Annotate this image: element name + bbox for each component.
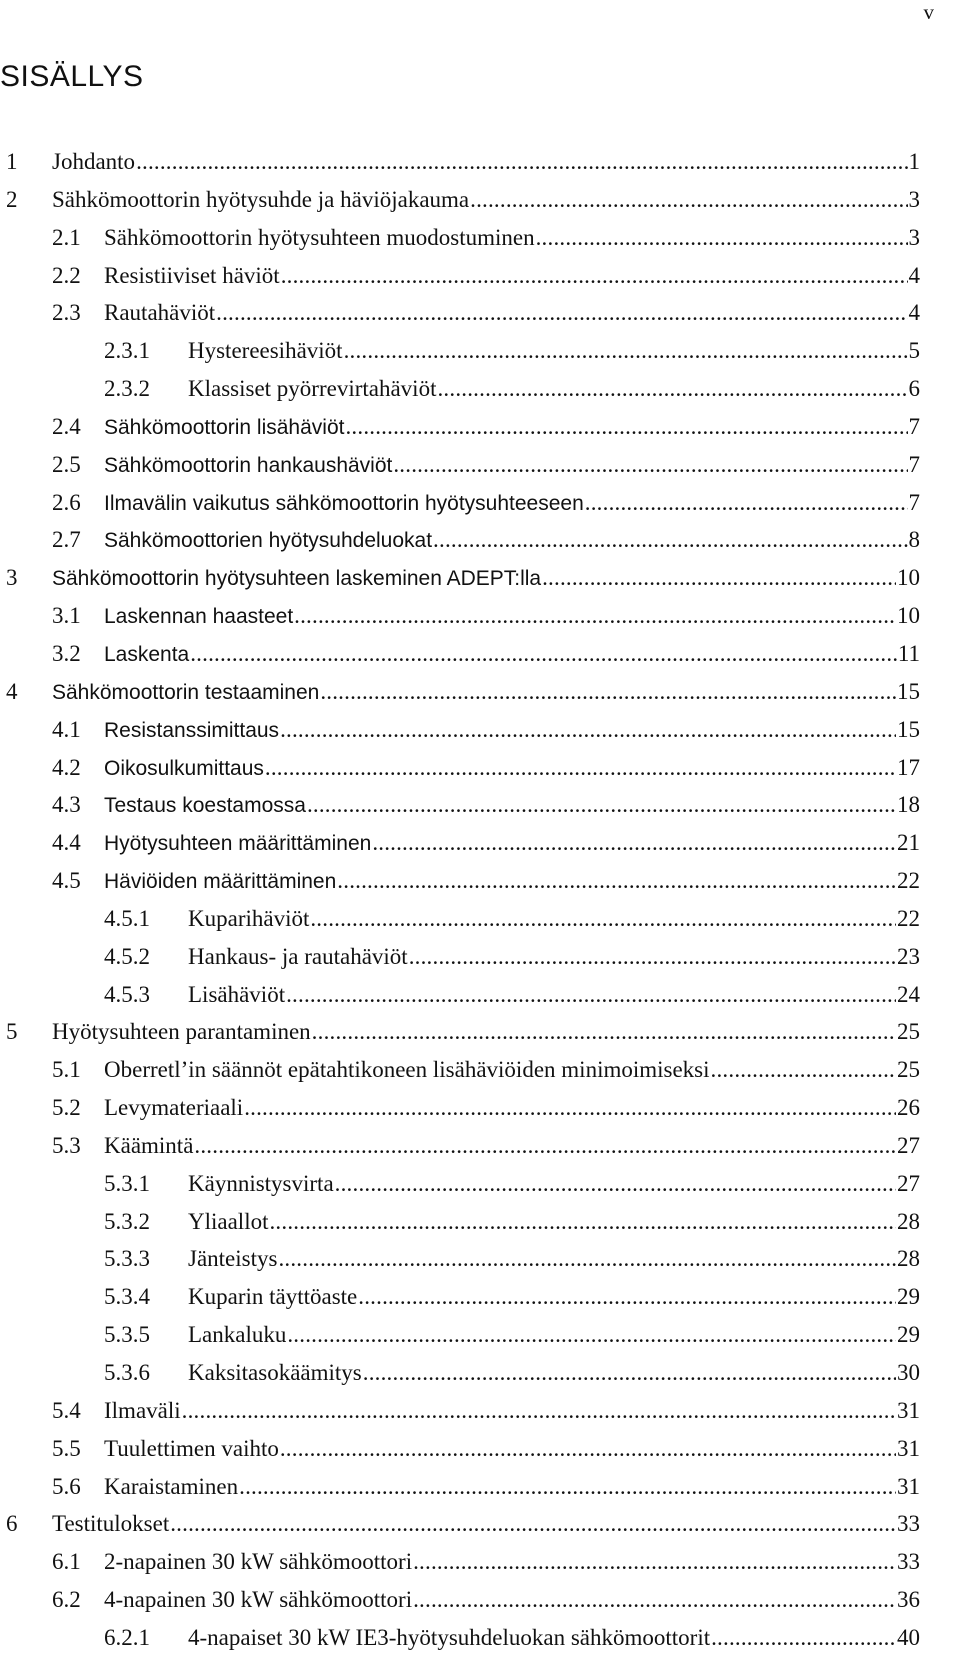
toc-entry-title: Häviöiden määrittäminen	[104, 870, 337, 894]
toc-entry[interactable]	[0, 1430, 920, 1468]
toc-entry-line	[52, 1505, 920, 1543]
toc-entry-page: 29	[897, 1322, 920, 1348]
toc-entry-page: 26	[897, 1095, 920, 1121]
toc-entry-line	[188, 976, 920, 1014]
toc-entry-line	[104, 1392, 920, 1430]
dot-leader	[281, 257, 908, 295]
toc-entry-line	[104, 408, 920, 447]
toc-entry-page: 4	[908, 300, 920, 326]
toc-entry[interactable]	[0, 1051, 920, 1089]
toc-entry-line	[104, 484, 920, 523]
toc-entry-line	[104, 1051, 920, 1089]
toc-entry-line	[188, 1203, 920, 1241]
toc-entry-line	[104, 862, 920, 901]
toc-entry-number: 4.2	[52, 754, 81, 780]
toc-entry-title: Karaistaminen	[104, 1473, 239, 1499]
toc-entry-number: 6	[6, 1511, 18, 1537]
toc-entry-page: 4	[908, 262, 920, 288]
toc-entry[interactable]	[0, 1392, 920, 1430]
toc-entry-page: 22	[897, 905, 920, 931]
dot-leader	[344, 332, 908, 370]
toc-entry-page: 7	[908, 489, 920, 515]
toc-entry-page: 15	[897, 678, 920, 704]
dot-leader	[312, 1013, 896, 1051]
dot-leader	[536, 219, 908, 257]
toc-entry-line	[104, 749, 920, 788]
toc-entry-line	[104, 1430, 920, 1468]
toc-entry[interactable]	[0, 597, 920, 635]
toc-entry-number: 3.2	[52, 640, 81, 666]
dot-leader	[269, 1203, 896, 1241]
toc-entry-title: Oikosulkumittaus	[104, 756, 264, 780]
toc-entry-line	[188, 1354, 920, 1392]
toc-entry[interactable]	[0, 332, 920, 370]
toc-entry-number: 5.3.4	[104, 1284, 150, 1310]
toc-entry-number: 4.5.2	[104, 943, 150, 969]
dot-leader	[244, 1089, 896, 1127]
toc-entry-page: 3	[908, 224, 920, 250]
dot-leader	[194, 1127, 896, 1165]
dot-leader	[413, 1543, 896, 1581]
toc-entry-page: 27	[897, 1170, 920, 1196]
toc-entry[interactable]	[0, 673, 920, 711]
toc-entry-page: 3	[908, 186, 920, 212]
dot-leader	[182, 1392, 896, 1430]
toc-entry[interactable]	[0, 559, 920, 597]
toc-entry-page: 33	[897, 1549, 920, 1575]
toc-entry-title: Laskenta	[104, 642, 190, 666]
toc-entry-page: 5	[908, 338, 920, 364]
toc-entry-page: 15	[897, 716, 920, 742]
dot-leader	[307, 786, 896, 824]
dot-leader	[280, 711, 896, 749]
toc-entry-number: 5.4	[52, 1397, 81, 1423]
dot-leader	[393, 446, 907, 484]
toc-entry[interactable]	[0, 408, 920, 446]
toc-entry-page: 10	[897, 603, 920, 629]
dot-leader	[542, 559, 896, 597]
dot-leader	[711, 1619, 896, 1657]
toc-entry-number: 4.5	[52, 868, 81, 894]
toc-entry-title: Levymateriaali	[104, 1095, 244, 1121]
toc-entry-title: Hyötysuhteen määrittäminen	[104, 832, 372, 856]
toc-entry-title: Lankaluku	[188, 1322, 287, 1348]
dot-leader	[294, 597, 896, 635]
toc-entry-page: 31	[897, 1397, 920, 1423]
toc-entry-number: 2.2	[52, 262, 81, 288]
toc-entry-page: 6	[908, 376, 920, 402]
toc-entry-title: Sähkömoottorin hyötysuhde ja häviöjakauma	[52, 186, 470, 212]
dot-leader	[372, 824, 896, 862]
toc-entry-page: 25	[897, 1057, 920, 1083]
toc-entry-number: 5.1	[52, 1057, 81, 1083]
toc-entry-title: Hystereesihäviöt	[188, 338, 343, 364]
toc-entry-title: Testaus koestamossa	[104, 794, 306, 818]
toc-entry[interactable]	[0, 181, 920, 219]
dot-leader	[190, 635, 897, 673]
toc-entry-title: Oberretl’in säännöt epätahtikoneen lisähäviöiden minimoimiseksi	[104, 1057, 710, 1083]
toc-entry-title: Johdanto	[52, 149, 136, 174]
toc-entry-line	[104, 1543, 920, 1581]
toc-entry[interactable]	[0, 711, 920, 749]
toc-entry-number: 2.7	[52, 527, 81, 553]
toc-entry-title: Käynnistysvirta	[188, 1170, 334, 1196]
toc-entry[interactable]	[0, 257, 920, 295]
toc-entry-line	[188, 1316, 920, 1354]
dot-leader	[310, 900, 896, 938]
toc-entry-line	[188, 900, 920, 938]
dot-leader	[265, 749, 896, 787]
dot-leader	[287, 1316, 896, 1354]
dot-leader	[136, 143, 907, 181]
toc-entry-title: Kuparin täyttöaste	[188, 1284, 358, 1310]
toc-entry-title: Jänteistys	[188, 1246, 278, 1272]
toc-entry-number: 6.2	[52, 1587, 81, 1613]
toc-entry-title: Hyötysuhteen parantaminen	[52, 1019, 311, 1045]
toc-entry[interactable]	[0, 938, 920, 976]
toc-entry-line	[104, 257, 920, 295]
dot-leader	[320, 673, 896, 711]
toc-entry-number: 5.2	[52, 1095, 81, 1121]
toc-entry-line	[188, 938, 920, 976]
toc-entry-page: 31	[897, 1473, 920, 1499]
toc-entry-number: 2	[6, 186, 18, 212]
toc-entry-number: 4.5.3	[104, 981, 150, 1007]
toc-entry-title: Laskennan haasteet	[104, 605, 294, 629]
toc-entry-title: Lisähäviöt	[188, 981, 286, 1007]
toc-entry-page: 40	[897, 1624, 920, 1650]
toc-entry-page: 27	[897, 1132, 920, 1158]
toc-entry[interactable]	[0, 1505, 920, 1543]
toc-entry-number: 2.4	[52, 413, 81, 439]
toc-entry[interactable]	[0, 900, 920, 938]
toc-entry-page: 28	[897, 1246, 920, 1272]
toc-entry-number: 1	[6, 149, 18, 174]
toc-entry-number: 4.5.1	[104, 905, 150, 931]
toc-entry[interactable]	[0, 1468, 920, 1506]
toc-entry[interactable]	[0, 1316, 920, 1354]
toc-entry-line	[52, 181, 920, 219]
toc-entry-title: Kaksitasokäämitys	[188, 1360, 362, 1385]
toc-entry-line	[52, 143, 920, 181]
dot-leader	[337, 862, 896, 900]
toc-entry[interactable]	[0, 786, 920, 824]
toc-entry-number: 5.3	[52, 1132, 81, 1158]
dot-leader	[358, 1278, 896, 1316]
toc-entry-number: 5	[6, 1019, 18, 1045]
toc-entry-page: 28	[897, 1208, 920, 1234]
toc-entry-number: 5.3.2	[104, 1208, 150, 1234]
toc-entry-line	[104, 1468, 920, 1506]
toc-entry-page: 7	[908, 413, 920, 439]
toc-entry-title: Tuulettimen vaihto	[104, 1435, 279, 1461]
toc-entry-line	[104, 521, 920, 560]
toc-entry-line	[104, 446, 920, 485]
page-number: v	[923, 0, 934, 24]
toc-entry[interactable]	[0, 294, 920, 332]
dot-leader	[409, 938, 896, 976]
toc-entry-number: 2.3.2	[104, 376, 150, 402]
toc-entry-title: Sähkömoottorin hyötysuhteen muodostuminen	[104, 224, 535, 250]
toc-entry-line	[104, 635, 920, 674]
toc-entry[interactable]	[0, 521, 920, 559]
toc-entry-page: 29	[897, 1284, 920, 1310]
toc-entry[interactable]	[0, 1240, 920, 1278]
toc-entry[interactable]	[0, 446, 920, 484]
toc-entry-line	[104, 1127, 920, 1165]
toc-entry-page: 30	[897, 1360, 920, 1385]
toc-entry-line	[188, 1619, 920, 1657]
toc-entry-title: Sähkömoottorin hyötysuhteen laskeminen ADEPT:lla	[52, 567, 542, 591]
dot-leader	[345, 408, 907, 446]
toc-entry-line	[104, 1089, 920, 1127]
toc-entry-number: 2.3	[52, 300, 81, 326]
toc-entry[interactable]	[0, 1581, 920, 1619]
toc-entry-page: 36	[897, 1587, 920, 1613]
dot-leader	[413, 1581, 896, 1619]
dot-leader	[433, 521, 907, 559]
toc-entry-line	[104, 786, 920, 825]
toc-entry-page: 24	[897, 981, 920, 1007]
toc-entry-title: Resistiiviset häviöt	[104, 262, 280, 288]
toc-entry-page: 25	[897, 1019, 920, 1045]
toc-entry-page: 11	[897, 640, 920, 666]
toc-entry-page: 8	[908, 527, 920, 553]
toc-entry-title: Rautahäviöt	[104, 300, 216, 326]
toc-entry-title: Testitulokset	[52, 1511, 170, 1537]
toc-entry[interactable]	[0, 219, 920, 257]
toc-entry-page: 23	[897, 943, 920, 969]
toc-entry-line	[104, 597, 920, 636]
toc-entry-title: Yliaallot	[188, 1208, 269, 1234]
toc-entry[interactable]	[0, 1543, 920, 1581]
toc-entry[interactable]	[0, 824, 920, 862]
toc-entry-number: 2.6	[52, 489, 81, 515]
toc-entry-number: 3	[6, 565, 18, 591]
dot-leader	[585, 484, 908, 522]
toc-entry-number: 2.1	[52, 224, 81, 250]
toc-entry-line	[52, 673, 920, 712]
dot-leader	[363, 1354, 896, 1392]
toc-entry-line	[188, 332, 920, 370]
toc-entry[interactable]	[0, 143, 920, 181]
toc-entry-line	[104, 219, 920, 257]
dot-leader	[335, 1165, 896, 1203]
toc-entry[interactable]	[0, 1203, 920, 1241]
toc-entry-number: 6.1	[52, 1549, 81, 1575]
dot-leader	[286, 976, 896, 1014]
toc-entry-title: Ilmaväli	[104, 1397, 181, 1423]
toc-entry-title: Käämintä	[104, 1132, 194, 1158]
toc-entry[interactable]	[0, 1013, 920, 1051]
toc-entry-line	[188, 1165, 920, 1203]
toc-entry-page: 1	[908, 149, 920, 174]
toc-entry-title: Resistanssimittaus	[104, 718, 280, 742]
toc-entry-title: 4-napainen 30 kW sähkömoottori	[104, 1587, 413, 1613]
toc-entry[interactable]	[0, 862, 920, 900]
toc-entry-line	[104, 1581, 920, 1619]
toc-entry[interactable]	[0, 1127, 920, 1165]
toc-entry-line	[104, 294, 920, 332]
toc-entry-title: Kuparihäviöt	[188, 905, 310, 931]
toc-entry-title: Sähkömoottorin testaaminen	[52, 680, 320, 704]
dot-leader	[470, 181, 907, 219]
toc-entry-title: Klassiset pyörrevirtahäviöt	[188, 376, 437, 402]
toc-entry-number: 2.3.1	[104, 338, 150, 364]
dot-leader	[216, 294, 907, 332]
toc-entry-page: 21	[897, 830, 920, 856]
toc-entry[interactable]	[0, 370, 920, 408]
dot-leader	[239, 1468, 896, 1506]
dot-leader	[278, 1240, 896, 1278]
toc-entry-page: 7	[908, 451, 920, 477]
toc-entry[interactable]	[0, 1354, 920, 1392]
toc-entry-line	[104, 824, 920, 863]
toc-entry-title: 4-napaiset 30 kW IE3-hyötysuhdeluokan sähkömoottorit	[188, 1624, 711, 1650]
toc-entry[interactable]	[0, 749, 920, 787]
toc-entry-page: 33	[897, 1511, 920, 1537]
dot-leader	[280, 1430, 896, 1468]
dot-leader	[437, 370, 907, 408]
toc-entry-page: 10	[897, 565, 920, 591]
toc-entry-number: 3.1	[52, 603, 81, 629]
dot-leader	[170, 1505, 896, 1543]
toc-entry[interactable]	[0, 1165, 920, 1203]
toc-entry-line	[52, 1013, 920, 1051]
toc-entry-number: 5.3.3	[104, 1246, 150, 1272]
toc-entry-number: 2.5	[52, 451, 81, 477]
toc-entry-line	[52, 559, 920, 598]
toc-entry-number: 4	[6, 678, 18, 704]
toc-entry-number: 6.2.1	[104, 1624, 150, 1650]
toc-entry-line	[188, 1240, 920, 1278]
toc-entry[interactable]	[0, 1619, 920, 1657]
toc-entry-number: 5.3.1	[104, 1170, 150, 1196]
toc-entry-page: 22	[897, 868, 920, 894]
toc-entry-page: 17	[897, 754, 920, 780]
toc-entry-number: 5.3.6	[104, 1360, 150, 1385]
toc-entry-title: Sähkömoottorin hankaushäviöt	[104, 453, 393, 477]
toc-entry-number: 5.6	[52, 1473, 81, 1499]
toc-entry[interactable]	[0, 1278, 920, 1316]
toc-entry-title: Sähkömoottorien hyötysuhdeluokat	[104, 529, 433, 553]
toc-entry[interactable]	[0, 1089, 920, 1127]
toc-entry-number: 4.3	[52, 792, 81, 818]
toc-entry-page: 31	[897, 1435, 920, 1461]
toc-entry-title: Ilmavälin vaikutus sähkömoottorin hyötysuhteeseen	[104, 491, 584, 515]
toc-entry-line	[104, 711, 920, 750]
toc-entry-number: 4.1	[52, 716, 81, 742]
toc-entry-title: 2-napainen 30 kW sähkömoottori	[104, 1549, 413, 1575]
toc-entry-number: 4.4	[52, 830, 81, 856]
table-of-contents	[0, 143, 920, 1657]
toc-entry-title: Sähkömoottorin lisähäviöt	[104, 415, 345, 439]
toc-entry-title: Hankaus- ja rautahäviöt	[188, 943, 408, 969]
toc-entry-page: 18	[897, 792, 920, 818]
toc-title: SISÄLLYS	[0, 60, 144, 93]
toc-entry-line	[188, 1278, 920, 1316]
toc-entry-line	[188, 370, 920, 408]
toc-entry[interactable]	[0, 635, 920, 673]
dot-leader	[711, 1051, 896, 1089]
toc-entry-number: 5.3.5	[104, 1322, 150, 1348]
toc-entry[interactable]	[0, 484, 920, 522]
toc-entry-number: 5.5	[52, 1435, 81, 1461]
toc-entry[interactable]	[0, 976, 920, 1014]
